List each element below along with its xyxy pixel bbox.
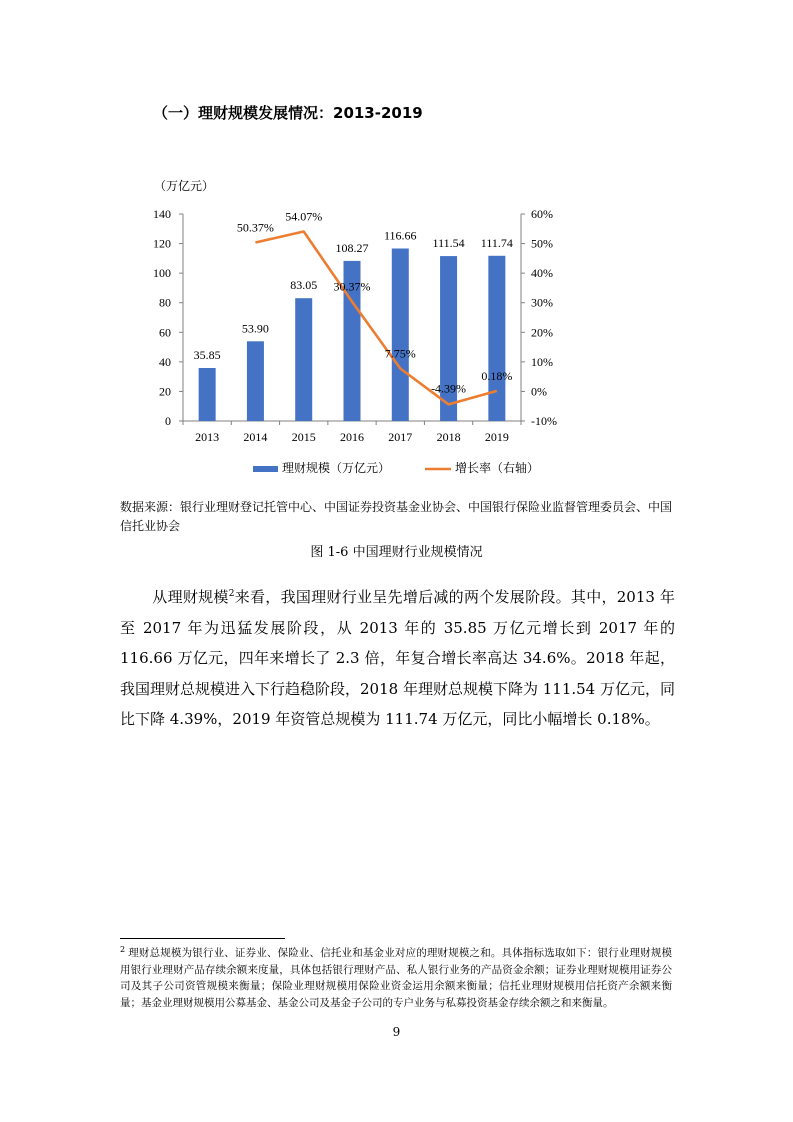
line-value-label: 54.07% — [285, 209, 323, 224]
right-tick-label: 60% — [531, 207, 553, 221]
left-tick-label: 0 — [165, 414, 171, 428]
x-tick-label: 2018 — [436, 430, 461, 444]
right-tick-label: 50% — [531, 236, 553, 251]
bar-value-label: 53.90 — [241, 321, 269, 336]
left-tick-label: 40 — [159, 354, 171, 369]
x-tick-label: 2019 — [484, 430, 509, 444]
right-tick-label: 30% — [531, 295, 553, 310]
x-tick-label: 2017 — [388, 430, 413, 444]
line-value-label: -4.39% — [431, 381, 467, 396]
legend-line-label: 增长率（右轴） — [455, 461, 540, 475]
line-value-label: 50.37% — [236, 220, 274, 235]
body-text-pre: 从理财规模 — [152, 588, 229, 606]
bar-value-label: 108.27 — [335, 240, 369, 255]
footnote-mark: 2 — [120, 944, 126, 954]
right-tick-label: 40% — [531, 266, 553, 281]
left-tick-label: 80 — [159, 295, 171, 310]
footnote-reference[interactable]: 2 — [228, 589, 235, 599]
unit-label: （万亿元） — [154, 179, 215, 193]
line-value-label: 7.75% — [384, 346, 416, 361]
legend-bar-swatch — [253, 466, 278, 472]
left-tick-label: 60 — [159, 325, 171, 340]
footnote — [120, 945, 672, 1011]
body-paragraph — [120, 582, 675, 735]
bar — [488, 256, 505, 421]
left-tick-label: 100 — [153, 266, 171, 281]
footnote-separator — [120, 938, 285, 939]
right-tick-label: 0% — [531, 384, 547, 399]
bar-value-label: 111.74 — [480, 235, 513, 250]
bar-value-label: 111.54 — [432, 236, 465, 251]
body-text-post: 来看，我国理财行业呈先增后减的两个发展阶段。其中，2013 年至 2017 年为迅猛发展阶段，从 2013 年的 35.85 万亿元增长到 2017 年的 116.66 万亿元，四年来增长了 2.3 倍，年复合增长率高达 34.6%。2018 年起，我国理财总规模进入下行趋稳阶段，2018 年理财总规模下降为 111.54 万亿元，同比下降 4.39%，2019 年资管总规模为 111.74 万亿元，同比小幅增长 0.18%。 — [120, 588, 675, 728]
left-tick-label: 140 — [153, 207, 171, 221]
right-tick-label: 10% — [531, 354, 553, 369]
x-tick-label: 2013 — [195, 430, 220, 444]
data-source-note: 数据来源：银行业理财登记托管中心、中国证券投资基金业协会、中国银行保险业监督管理委员会、中国信托业协会 — [120, 500, 673, 533]
bar-value-label: 35.85 — [193, 347, 221, 362]
growth-line — [255, 232, 496, 405]
bar-value-label: 83.05 — [290, 278, 318, 293]
x-tick-label: 2016 — [340, 430, 364, 444]
section-heading: （一）理财规模发展情况：2013-2019 — [153, 104, 423, 122]
footnote-text: 理财总规模为银行业、证券业、保险业、信托业和基金业对应的理财规模之和。具体指标选取如下：银行业理财规模用银行业理财产品存续余额来度量，具体包括银行理财产品、私人银行业务的产品资金余额；证券业理财规模用证券公司及其子公司资管规模来衡量；保险业理财规模用保险业资金运用余额来衡量；信托业理财规模用信托资产余额来衡量；基金业理财规模用公募基金、基金公司及基金子公司的专户业务与私募投资基金存续余额之和来衡量。 — [120, 947, 672, 1009]
line-value-label: 0.18% — [481, 368, 513, 383]
right-tick-label: 20% — [531, 325, 553, 340]
figure-caption: 图 1-6 中国理财行业规模情况 — [310, 545, 483, 560]
page-number: 9 — [392, 1025, 401, 1039]
bar — [440, 256, 457, 421]
left-tick-label: 120 — [153, 236, 171, 251]
legend-bar-label: 理财规模（万亿元） — [282, 461, 391, 475]
left-tick-label: 20 — [159, 384, 171, 399]
bar-value-label: 116.66 — [384, 228, 417, 243]
right-tick-label: -10% — [531, 414, 557, 428]
bar — [199, 368, 216, 421]
line-value-label: 30.37% — [333, 279, 371, 294]
bar — [295, 298, 312, 421]
scale-chart — [140, 170, 620, 490]
bar — [247, 341, 264, 421]
x-tick-label: 2015 — [291, 430, 316, 444]
x-tick-label: 2014 — [243, 430, 268, 444]
bar — [392, 249, 409, 421]
